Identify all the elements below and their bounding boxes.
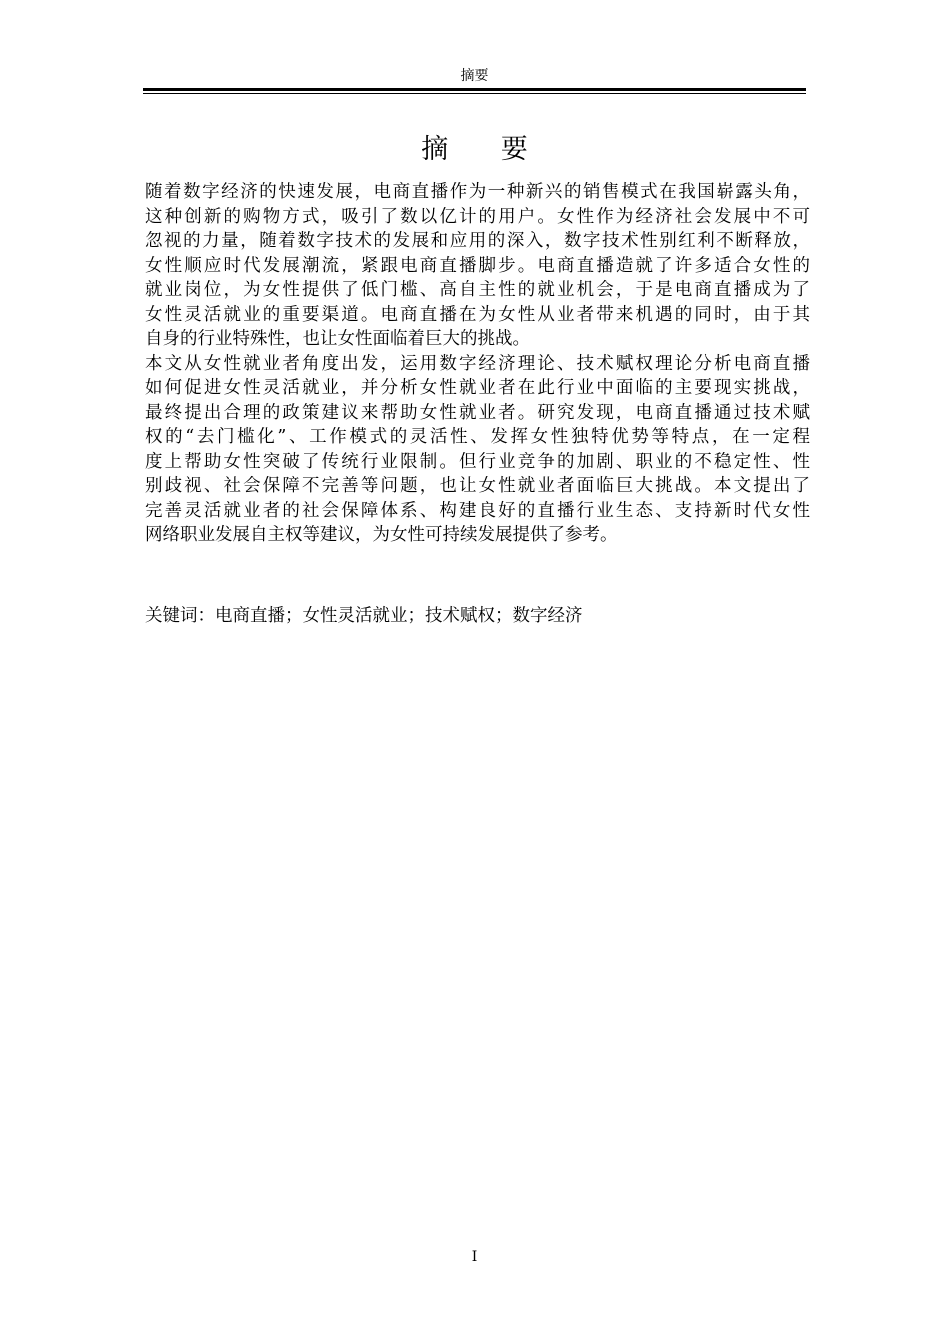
text-line: 最终提出合理的政策建议来帮助女性就业者。研究发现，电商直播通过技术赋 xyxy=(145,402,810,423)
text-line: 随着数字经济的快速发展，电商直播作为一种新兴的销售模式在我国崭露头角， xyxy=(145,182,810,202)
abstract-paragraph-1 xyxy=(145,180,810,352)
text-line: 女性灵活就业的重要渠道。电商直播在为女性从业者带来机遇的同时，由于其 xyxy=(145,304,810,325)
header-rule-thick xyxy=(143,88,806,91)
text-line: 自身的行业特殊性，也让女性面临着巨大的挑战。 xyxy=(145,329,530,349)
text-line: 度上帮助女性突破了传统行业限制。但行业竞争的加剧、职业的不稳定性、性 xyxy=(145,451,810,472)
keywords-text: 电商直播；女性灵活就业；技术赋权；数字经济 xyxy=(215,606,583,626)
keywords-label: 关键词： xyxy=(145,606,215,626)
text-line: 女性顺应时代发展潮流，紧跟电商直播脚步。电商直播造就了许多适合女性的 xyxy=(145,255,810,276)
abstract-paragraph-2 xyxy=(145,352,810,548)
text-line: 本文从女性就业者角度出发，运用数字经济理论、技术赋权理论分析电商直播 xyxy=(145,353,810,374)
abstract-title: 摘 要 xyxy=(421,134,550,165)
keywords xyxy=(145,604,583,628)
text-line: 网络职业发展自主权等建议，为女性可持续发展提供了参考。 xyxy=(145,525,618,545)
text-line: 就业岗位，为女性提供了低门槛、高自主性的就业机会，于是电商直播成为了 xyxy=(145,280,810,300)
header-rule-thin xyxy=(143,93,806,94)
running-header: 摘要 xyxy=(460,68,489,84)
abstract-body xyxy=(145,180,810,548)
page-number: I xyxy=(471,1249,478,1265)
text-line: 别歧视、社会保障不完善等问题，也让女性就业者面临巨大挑战。本文提出了 xyxy=(145,476,810,496)
text-line: 完善灵活就业者的社会保障体系、构建良好的直播行业生态、支持新时代女性 xyxy=(145,500,810,521)
text-line: 这种创新的购物方式，吸引了数以亿计的用户。女性作为经济社会发展中不可 xyxy=(145,206,810,227)
text-line: 权的“去门槛化”、工作模式的灵活性、发挥女性独特优势等特点，在一定程 xyxy=(145,427,810,447)
text-line: 忽视的力量，随着数字技术的发展和应用的深入，数字技术性别红利不断释放， xyxy=(145,231,810,251)
text-line: 如何促进女性灵活就业，并分析女性就业者在此行业中面临的主要现实挑战， xyxy=(145,378,810,398)
